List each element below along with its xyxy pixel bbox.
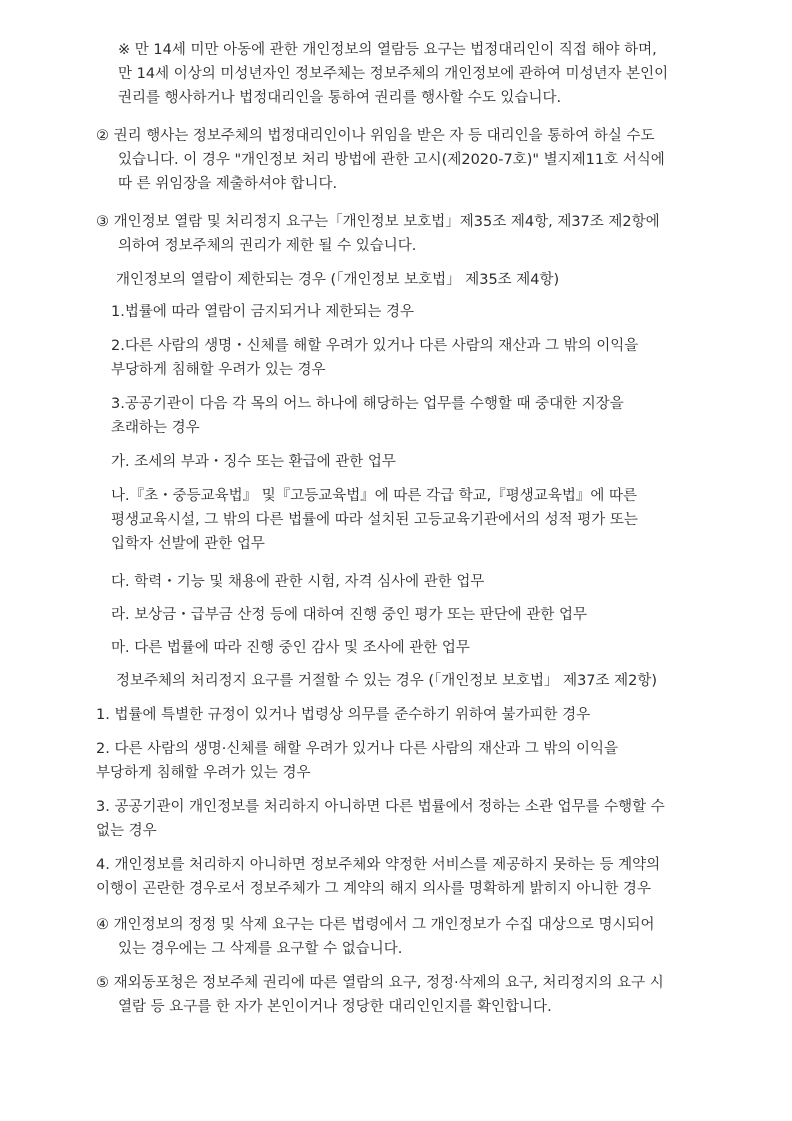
minor-rights-note (118, 38, 668, 110)
text-line: 3.공공기관이 다음 각 목의 어느 하나에 해당하는 업무를 수행할 때 중대한 지장을 (111, 396, 624, 412)
text-line: 있는 경우에는 그 삭제를 요구할 수 없습니다. (118, 941, 403, 957)
text-line: ③ 개인정보 열람 및 처리정지 요구는「개인정보 보호법」제35조 제4항, 제37조 제2항에 (96, 214, 660, 230)
text-line: 있습니다. 이 경우 "개인정보 처리 방법에 관한 고시(제2020-7호)" 별지제11호 서식에 (118, 152, 665, 168)
section-title: 정보주체의 처리정지 요구를 거절할 수 있는 경우 (「개인정보 보호법」 제37조 제2항) (116, 673, 658, 689)
text-line: 2.다른 사람의 생명・신체를 해할 우려가 있거나 다른 사람의 재산과 그 밖의 이익을 (111, 338, 639, 354)
clause-2 (96, 124, 665, 196)
text-line: ④ 개인정보의 정정 및 삭제 요구는 다른 법령에서 그 개인정보가 수집 대상으로 명시되어 (96, 917, 655, 933)
text-line: ⑤ 재외동포청은 정보주체 권리에 따른 열람의 요구, 정정·삭제의 요구, 처리정지의 요구 시 (96, 975, 664, 991)
text-line: 1. 법률에 특별한 규정이 있거나 법령상 의무를 준수하기 위하여 불가피한 경우 (96, 707, 591, 723)
refusal-heading (116, 669, 657, 693)
text-line: 부당하게 침해할 우려가 있는 경우 (111, 362, 326, 378)
text-line: 따 른 위임장을 제출하셔야 합니다. (118, 176, 338, 192)
text-line: 부당하게 침해할 우려가 있는 경우 (96, 765, 311, 781)
refusal-item-1 (96, 703, 590, 727)
text-line: 4. 개인정보를 처리하지 아니하면 정보주체와 약정한 서비스를 제공하지 못하는 등 계약의 (96, 857, 661, 873)
text-line: 평생교육시설, 그 밖의 다른 법률에 따라 설치된 고등교육기관에서의 성적 평가 또는 (111, 512, 638, 528)
text-line: 없는 경우 (96, 823, 157, 839)
text-line: 라. 보상금・급부금 산정 등에 대하여 진행 중인 평가 또는 판단에 관한 업무 (111, 607, 588, 623)
text-line: 이행이 곤란한 경우로서 정보주체가 그 계약의 해지 의사를 명확하게 밝히지 아니한 경우 (96, 881, 651, 897)
section-title: 개인정보의 열람이 제한되는 경우 (「개인정보 보호법」 제35조 제4항) (116, 272, 560, 288)
restriction-item-2 (111, 334, 638, 382)
clause-3 (96, 210, 660, 258)
text-line: 가. 조세의 부과・징수 또는 환급에 관한 업무 (111, 454, 396, 470)
text-line: ※ 만 14세 미만 아동에 관한 개인정보의 열람등 요구는 법정대리인이 직접 해야 하며, (118, 42, 657, 58)
refusal-item-4 (96, 853, 660, 901)
restriction-subitem-ma (111, 636, 470, 660)
restriction-item-1 (111, 300, 414, 324)
restriction-subitem-ga (111, 450, 396, 474)
text-line: 1.법률에 따라 열람이 금지되거나 제한되는 경우 (111, 304, 415, 320)
text-line: 만 14세 이상의 미성년자인 정보주체는 정보주체의 개인정보에 관하여 미성년자 본인이 (118, 66, 669, 82)
clause-4 (96, 913, 655, 961)
restriction-subitem-ra (111, 603, 587, 627)
text-line: 열람 등 요구를 한 자가 본인이거나 정당한 대리인인지를 확인합니다. (118, 999, 552, 1015)
refusal-item-3 (96, 795, 665, 843)
text-line: 초래하는 경우 (111, 420, 200, 436)
restriction-subitem-da (111, 570, 484, 594)
text-line: 나.『초・중등교육법』 및『고등교육법』에 따른 각급 학교,『평생교육법』에 따른 (111, 488, 637, 504)
text-line: 3. 공공기관이 개인정보를 처리하지 아니하면 다른 법률에서 정하는 소관 업무를 수행할 수 (96, 799, 665, 815)
restriction-item-3 (111, 392, 624, 440)
text-line: 마. 다른 법률에 따라 진행 중인 감사 및 조사에 관한 업무 (111, 640, 470, 656)
text-line: ② 권리 행사는 정보주체의 법정대리인이나 위임을 받은 자 등 대리인을 통하여 하실 수도 (96, 128, 655, 144)
text-line: 입학자 선발에 관한 업무 (111, 536, 265, 552)
restriction-subitem-na (111, 484, 638, 556)
restriction-heading (116, 268, 559, 292)
text-line: 의하여 정보주체의 권리가 제한 될 수 있습니다. (118, 238, 417, 254)
text-line: 2. 다른 사람의 생명·신체를 해할 우려가 있거나 다른 사람의 재산과 그 밖의 이익을 (96, 741, 618, 757)
text-line: 권리를 행사하거나 법정대리인을 통하여 권리를 행사할 수도 있습니다. (118, 90, 562, 106)
clause-5 (96, 971, 664, 1019)
refusal-item-2 (96, 737, 618, 785)
text-line: 다. 학력・기능 및 채용에 관한 시험, 자격 심사에 관한 업무 (111, 574, 485, 590)
